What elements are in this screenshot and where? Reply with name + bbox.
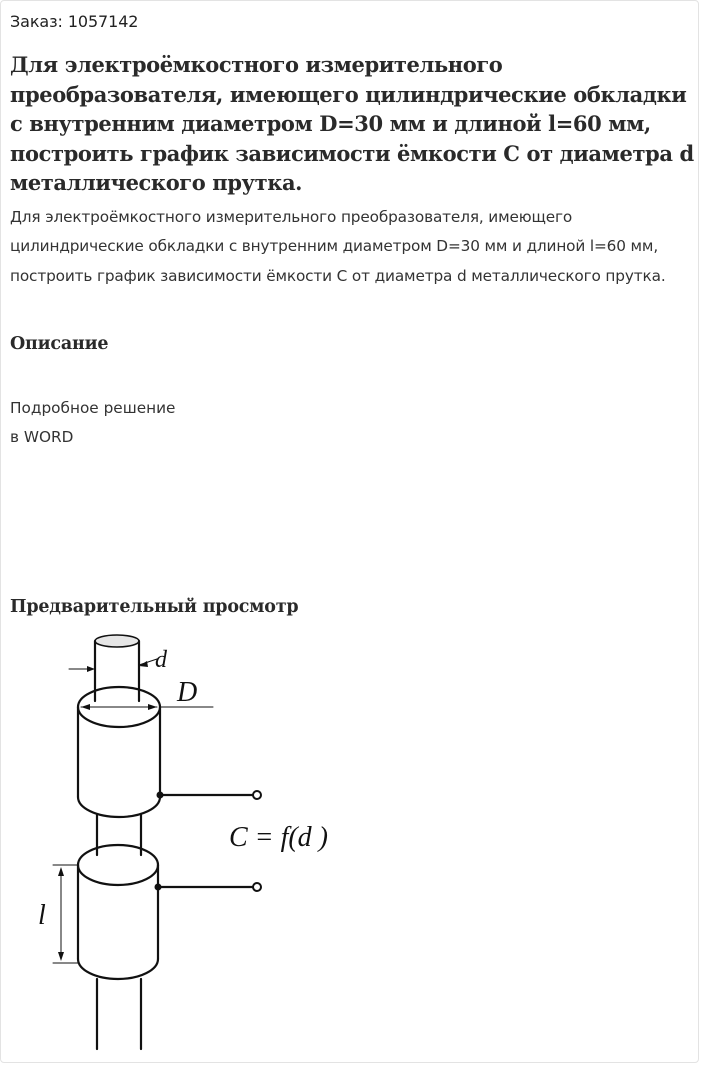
lower-electrode-bottom bbox=[78, 959, 158, 979]
description-text bbox=[10, 394, 175, 452]
capacitive-sensor-drawing bbox=[21, 629, 361, 1059]
formula-label: C = f(d ) bbox=[229, 822, 328, 853]
label-l: l bbox=[38, 900, 46, 931]
l-arrow-bottom bbox=[58, 952, 64, 961]
upper-terminal bbox=[253, 791, 261, 799]
lower-terminal bbox=[253, 883, 261, 891]
upper-junction bbox=[157, 792, 164, 799]
label-D: D bbox=[177, 677, 198, 708]
D-arrow-right bbox=[148, 704, 157, 710]
description-line-1: Подробное решение bbox=[10, 399, 176, 417]
d-arrow-left bbox=[87, 666, 95, 672]
description-line-2: в WORD bbox=[10, 428, 74, 446]
l-arrow-top bbox=[58, 867, 64, 876]
lower-electrode-top bbox=[78, 845, 158, 885]
label-d: d bbox=[155, 647, 167, 673]
d-arrow-right bbox=[139, 661, 148, 667]
order-number: Заказ: 1057142 bbox=[10, 12, 139, 31]
preview-figure bbox=[21, 629, 361, 1059]
preview-heading: Предварительный просмотр bbox=[10, 597, 299, 617]
rod-top-ellipse bbox=[95, 635, 139, 647]
D-arrow-left bbox=[81, 704, 90, 710]
task-text: Для электроёмкостного измерительного преобразователя, имеющего цилиндрические обкладки с внутренним диаметром D=30 мм и длиной l=60 мм, построить график зависимости ёмкости C от диаметра d металлического прутка. bbox=[10, 208, 666, 285]
description-heading: Описание bbox=[10, 334, 109, 354]
upper-electrode-bottom bbox=[78, 797, 160, 817]
task-title: Для электроёмкостного измерительного преобразователя, имеющего цилиндрические обкладки с внутренним диаметром D=30 мм и длиной l=60 мм, построить график зависимости ёмкости C от диаметра d металлического прутка. bbox=[10, 52, 694, 195]
lower-junction bbox=[155, 884, 162, 891]
